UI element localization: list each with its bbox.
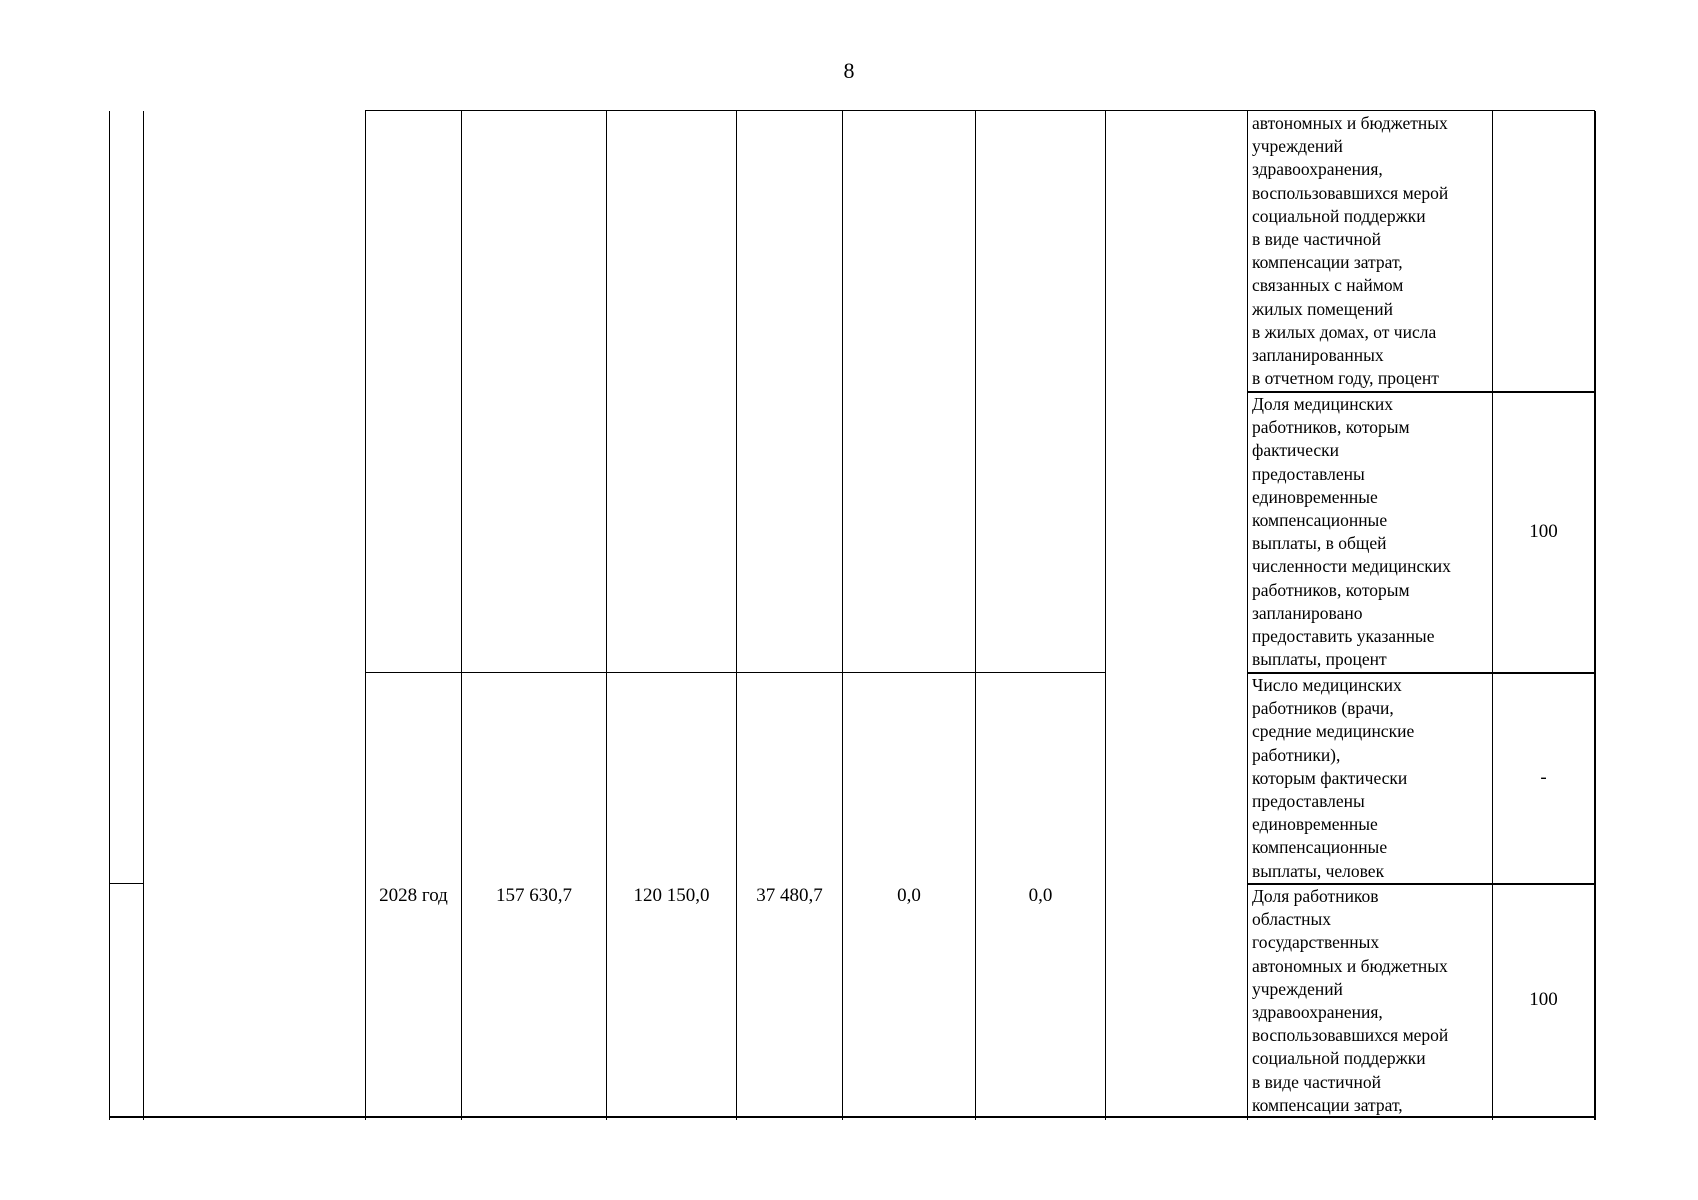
row-2028-year: 2028 год xyxy=(379,885,448,906)
grid-line xyxy=(736,111,737,1120)
grid-line xyxy=(606,111,607,1120)
grid-line xyxy=(143,111,144,1120)
row-2028-col-c: 37 480,7 xyxy=(756,885,823,906)
grid-line xyxy=(365,111,366,1120)
indicator-value: - xyxy=(1540,767,1547,788)
grid-line xyxy=(365,110,1595,111)
row-2028-col-d: 0,0 xyxy=(897,885,921,906)
page-number: 8 xyxy=(843,58,855,83)
indicator-value: 100 xyxy=(1529,521,1558,542)
grid-line xyxy=(1247,111,1248,1120)
indicator-value: 100 xyxy=(1529,989,1558,1010)
indicator-text: автономных и бюджетных учреждений здравоохранения, воспользовавшихся мерой социальной поддержки в виде частичной компенсации затрат, связанных с наймом жилых помещений в жилых домах, от числа запланированных в отчетном году, процент xyxy=(1252,113,1449,389)
grid-line xyxy=(1492,111,1493,1120)
row-2028-total: 157 630,7 xyxy=(496,885,572,906)
indicator-text: Доля медицинских работников, которым фактически предоставлены единовременные компенсационные выплаты, в общей численности медицинских работников, которым запланировано предоставить указанные выплаты, процент xyxy=(1252,394,1451,670)
grid-line xyxy=(1105,111,1106,1120)
indicator-text: Доля работников областных государственных автономных и бюджетных учреждений здравоохранения, воспользовавшихся мерой социальной поддержки в виде частичной компенсации затрат, xyxy=(1252,886,1449,1115)
row-2028-col-e: 0,0 xyxy=(1028,885,1053,906)
indicator-text: Число медицинских работников (врачи, средние медицинские работники), которым фактически предоставлены единовременные компенсационные выплаты, человек xyxy=(1252,675,1415,881)
grid-line xyxy=(1594,111,1596,1120)
grid-line xyxy=(365,672,1105,673)
grid-line xyxy=(842,111,843,1120)
grid-line xyxy=(461,111,462,1120)
grid-line xyxy=(109,883,144,884)
row-2028-col-b: 120 150,0 xyxy=(633,885,710,906)
grid-line xyxy=(975,111,976,1120)
grid-line xyxy=(109,111,110,1120)
